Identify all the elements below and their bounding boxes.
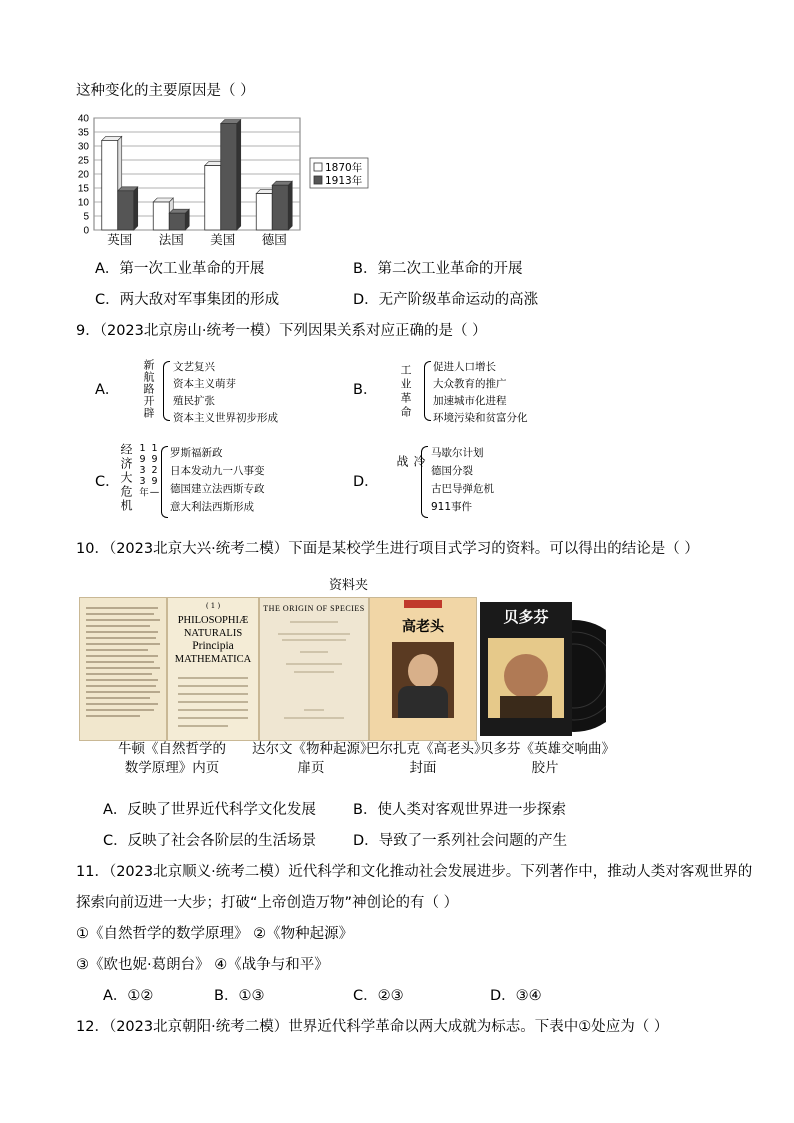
y-tick-label: 30 [77,141,89,153]
q8-option-a[interactable]: A．第一次工业革命的开展 [95,261,265,277]
q9-a-title: 新航路开辟 [142,359,155,419]
caption-line: 数学原理》内页 [124,760,220,776]
q9-a-brace [163,361,170,421]
q8-option-c[interactable]: C．两大敌对军事集团的形成 [95,292,280,308]
q9-d-item: 德国分裂 [431,465,473,477]
caption-balzac [366,740,488,778]
bar-top [102,136,122,140]
bar-top [153,198,173,202]
caption-line: 巴尔扎克《高老头》 [366,741,488,757]
beethoven-title: 贝多芬 [503,608,549,626]
q8-option-d[interactable]: D．无产阶级革命运动的高涨 [353,292,539,308]
q9-b-item: 环境污染和贫富分化 [433,412,528,424]
bar-top [169,209,189,213]
bar [153,202,169,230]
q11-stem-line2: 探索向前迈进一大步；打破“上帝创造万物”神创论的有（ ） [76,895,459,911]
bar-side [237,120,241,230]
q9-stem: 9．（2023北京房山·统考一模）下列因果关系对应正确的是（ ） [76,323,487,339]
q9-b-brace [424,361,431,421]
q9-option-b-letter[interactable]: B． [353,382,378,398]
caption-line: 贝多芬《英雄交响曲》 [480,741,615,757]
principia-line: PHILOSOPHIÆ [177,615,249,626]
q10-option-c[interactable]: C．反映了社会各阶层的生活场景 [103,833,317,849]
bar [272,185,288,230]
q9-c-years: 1929—1933年 [137,443,160,498]
q11-option-a[interactable]: A．①② [103,988,154,1004]
x-tick-label: 英国 [107,232,133,247]
caption-line: 扉页 [297,760,325,776]
q10-option-d[interactable]: D．导致了一系列社会问题的产生 [353,833,568,849]
y-tick-label: 20 [77,169,89,181]
legend-label: 1913年 [325,175,363,187]
y-tick-label: 5 [83,211,89,223]
old-goriot-title: 高老头 [402,619,444,635]
y-tick-label: 35 [77,127,89,139]
principia-line: NATURALIS [183,628,243,639]
caption-line: 达尔文《物种起源》 [252,741,374,757]
q8-option-b[interactable]: B．第二次工业革命的开展 [353,261,523,277]
origin-of-species-title-page [259,597,369,741]
caption-line: 牛顿《自然哲学的 [118,741,226,757]
q9-a-item: 文艺复兴 [173,361,215,373]
q10-stem: 10．（2023北京大兴·统考二模）下面是某校学生进行项目式学习的资料。可以得出的结论是（ ） [76,541,699,557]
bar [221,124,237,230]
caption-darwin [252,740,374,778]
principia-line: Principia [192,640,234,652]
q9-d-item: 911事件 [431,501,473,513]
y-tick-label: 0 [83,225,89,237]
q11-stem-line1: 11．（2023北京顺义·统考二模）近代科学和文化推动社会发展进步。下列著作中，推动人类对客观世界的 [76,864,753,880]
q9-a-item: 资本主义世界初步形成 [173,412,278,424]
q9-option-d-letter[interactable]: D． [353,474,379,490]
q9-b-item: 大众教育的推广 [433,378,507,390]
q10-option-b[interactable]: B．使人类对客观世界进一步探索 [353,802,566,818]
legend-swatch [314,176,322,184]
principia-title-page: ( 1 ) PHILOSOPHIÆ NATURALIS Principia MATHEMATICA [167,597,259,741]
bar [256,194,272,230]
x-tick-label: 德国 [261,232,287,247]
bar [205,166,221,230]
caption-newton [110,740,234,778]
origin-title: THE ORIGIN OF SPECIES [263,604,365,613]
q11-option-c[interactable]: C．②③ [353,988,404,1004]
q9-option-a-letter[interactable]: A． [95,382,120,398]
q8-stem: 这种变化的主要原因是（ ） [76,83,255,99]
q9-c-item: 意大利法西斯形成 [170,501,254,513]
y-tick-label: 15 [77,183,89,195]
q9-d-item: 马歇尔计划 [431,447,484,459]
q9-d-brace [421,446,428,518]
q9-b-title: 工业革命 [399,364,412,420]
y-tick-label: 25 [77,155,89,167]
x-tick-label: 美国 [210,232,236,247]
q11-items-line2: ③《欧也妮·葛朗台》 ④《战争与和平》 [76,957,329,973]
bar [102,140,118,230]
bar-side [288,181,292,230]
q11-items-line1: ①《自然哲学的数学原理》 ②《物种起源》 [76,926,354,942]
y-tick-label: 40 [77,113,89,125]
y-tick-label: 10 [77,197,89,209]
folder-title: 资料夹 [329,578,369,593]
q9-a-item: 资本主义萌芽 [173,378,236,390]
old-goriot-cover [369,597,477,741]
legend-swatch [314,163,322,171]
newton-manuscript-page [79,597,167,741]
bar-chart [70,110,380,250]
q9-c-brace [161,446,168,518]
caption-line: 胶片 [531,760,559,776]
q9-c-item: 日本发动九一八事变 [170,465,265,477]
bar-side [134,187,138,230]
q10-option-a[interactable]: A．反映了世界近代科学文化发展 [103,802,316,818]
q9-d-title: 冷战 [395,455,426,485]
q11-option-b[interactable]: B．①③ [214,988,265,1004]
caption-line: 封面 [409,760,437,776]
caption-beethoven [480,740,615,778]
bar-top [221,120,241,124]
q9-c-item: 德国建立法西斯专政 [170,483,265,495]
q9-b-item: 促进人口增长 [433,361,496,373]
q11-option-d[interactable]: D．③④ [490,988,542,1004]
bar-top [118,187,138,191]
bar-top [272,181,292,185]
q9-d-item: 古巴导弹危机 [431,483,494,495]
principia-line: MATHEMATICA [174,654,252,665]
q9-option-c-letter[interactable]: C． [95,474,120,490]
q9-c-item: 罗斯福新政 [170,447,223,459]
beethoven-record [477,597,607,741]
legend-label: 1870年 [325,162,363,174]
q9-a-item: 殖民扩张 [173,395,215,407]
bar [118,191,134,230]
x-tick-label: 法国 [158,232,184,247]
q12-stem: 12．（2023北京朝阳·统考二模）世界近代科学革命以两大成就为标志。下表中①处应为（ ） [76,1019,669,1035]
q9-b-item: 加速城市化进程 [433,395,507,407]
q9-c-title: 经济大危机 [119,443,133,513]
bar [169,213,185,230]
